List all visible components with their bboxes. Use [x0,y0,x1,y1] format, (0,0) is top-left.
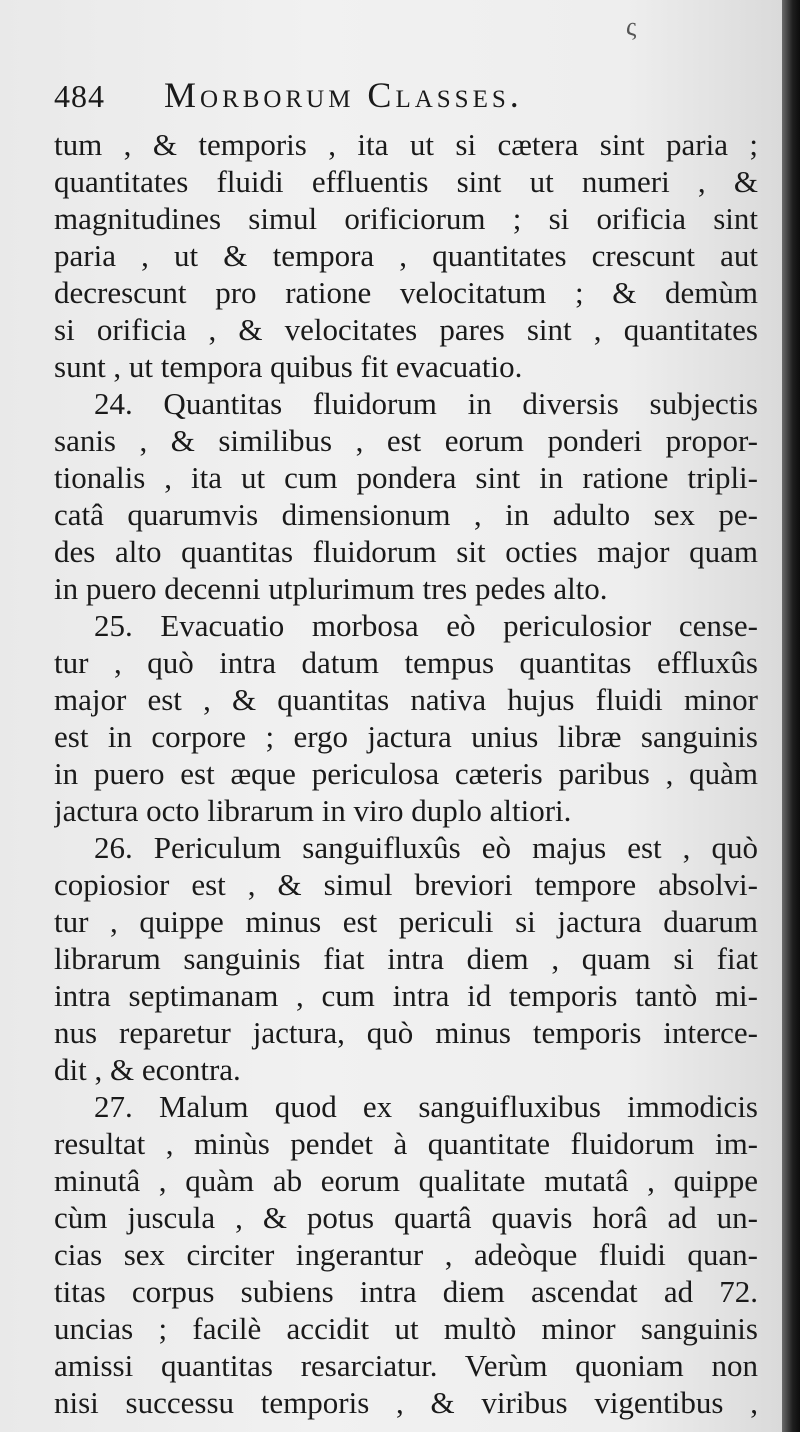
text-line: cias sex circiter ingerantur , adeòque fluidi quan- [54,1237,758,1272]
text-line: titas corpus subiens intra diem ascendat ad 72. [54,1274,758,1309]
text-line: dit , & econtra. [54,1052,241,1087]
text-line: nisi successu temporis , & viribus vigentibus , [54,1385,758,1420]
text-line: resultat , minùs pendet à quantitate fluidorum im- [54,1126,758,1161]
text-line: tur , quippe minus est periculi si jactura duarum [54,904,758,939]
text-line: tur , quò intra datum tempus quantitas effluxûs [54,645,758,680]
page-edge-shadow [782,0,800,1432]
text-line: cùm juscula , & potus quartâ quavis horâ ad un- [54,1200,758,1235]
text-line: major est , & quantitas nativa hujus fluidi minor [54,682,758,717]
text-line: sanis , & similibus , est eorum ponderi propor- [54,423,758,458]
text-line: 24. Quantitas fluidorum in diversis subjectis [94,386,758,421]
text-line: in puero est æque periculosa cæteris paribus , quàm [54,756,758,791]
text-line: quantitates fluidi effluentis sint ut numeri , & [54,164,758,199]
text-line: 27. Malum quod ex sanguifluxibus immodicis [94,1089,758,1124]
text-line: des alto quantitas fluidorum sit octies major quam [54,534,758,569]
text-line: decrescunt pro ratione velocitatum ; & demùm [54,275,758,310]
text-line: uncias ; facilè accidit ut multò minor sanguinis [54,1311,758,1346]
text-line: sunt , ut tempora quibus fit evacuatio. [54,349,523,384]
text-line: copiosior est , & simul breviori tempore absolvi- [54,867,758,902]
running-head: Morborum Classes. [164,75,523,115]
page-number: 484 [54,78,105,114]
text-line: magnitudines simul orificiorum ; si orificia sint [54,201,758,236]
text-line: minutâ , quàm ab eorum qualitate mutatâ , quippe [54,1163,758,1198]
text-line: intra septimanam , cum intra id temporis tantò mi- [54,978,758,1013]
corner-mark: ς [626,12,637,41]
text-line: catâ quarumvis dimensionum , in adulto sex pe- [54,497,758,532]
body-text [54,126,758,1421]
text-line: nus reparetur jactura, quò minus temporis interce- [54,1015,758,1050]
text-line: paria , ut & tempora , quantitates crescunt aut [54,238,758,273]
text-line: librarum sanguinis fiat intra diem , quam si fiat [54,941,758,976]
text-line: tum , & temporis , ita ut si cætera sint paria ; [54,127,758,162]
text-line: si orificia , & velocitates pares sint , quantitates [54,312,758,347]
text-line: est in corpore ; ergo jactura unius libræ sanguinis [54,719,758,754]
text-line: tionalis , ita ut cum pondera sint in ratione tripli- [54,460,758,495]
text-line: 26. Periculum sanguifluxûs eò majus est , quò [94,830,758,865]
text-line: in puero decenni utplurimum tres pedes alto. [54,571,608,606]
text-line: jactura octo librarum in viro duplo altiori. [54,793,572,828]
text-line: 25. Evacuatio morbosa eò periculosior cense- [94,608,758,643]
page-header [54,74,758,126]
text-line: amissi quantitas resarciatur. Verùm quoniam non [54,1348,758,1383]
